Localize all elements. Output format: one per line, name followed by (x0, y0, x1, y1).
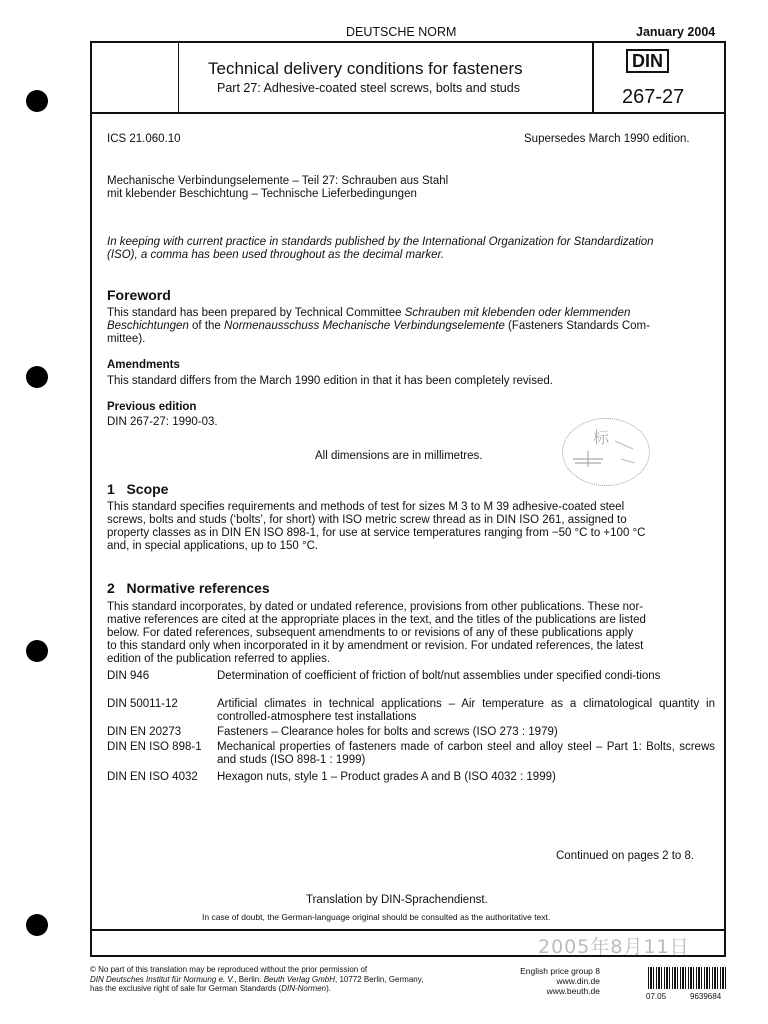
amendments-text: This standard differs from the March 1990 edition in that it has been completely revised. (107, 375, 553, 387)
amendments-heading: Amendments (107, 359, 180, 371)
copyright-line3c: ). (326, 984, 331, 993)
previous-edition-text: DIN 267-27: 1990-03. (107, 416, 218, 428)
barcode (648, 967, 726, 989)
footer-top-rule (90, 929, 726, 931)
scope-line: This standard specifies requirements and methods of test for sizes M 3 to M 39 adhesive-coated steel (107, 501, 625, 513)
punch-hole-2 (26, 366, 48, 388)
reference-code: DIN EN ISO 898-1 (107, 741, 202, 753)
beuth-name: Beuth Verlag GmbH (263, 974, 335, 984)
normative-line: edition of the publication referred to applies. (107, 653, 331, 665)
din-institute-name: DIN Deutsches Institut für Normung e. V. (90, 974, 235, 984)
document-subtitle: Part 27: Adhesive-coated steel screws, bolts and studs (217, 81, 520, 95)
norm-label: DEUTSCHE NORM (346, 25, 457, 39)
german-title-line-1: Mechanische Verbindungselemente – Teil 27: Schrauben aus Stahl (107, 175, 449, 187)
copyright-line-1: © No part of this translation may be reproduced without the prior permission of (90, 965, 368, 974)
reference-code: DIN 50011-12 (107, 698, 178, 710)
reference-description: Determination of coefficient of friction of bolt/nut assemblies under specified condi-tions (217, 670, 661, 682)
header-left-divider (178, 41, 179, 113)
normative-heading: 2 Normative references (107, 580, 270, 596)
stamp-glyph-icon (563, 419, 649, 485)
ics-code: ICS 21.060.10 (107, 133, 181, 145)
committee-name-1: Schrauben mit klebenden oder klemmenden (404, 307, 631, 319)
issue-date: January 2004 (636, 25, 716, 39)
decimal-note-line-2: (ISO), a comma has been used throughout as the decimal marker. (107, 249, 445, 261)
reference-description: Artificial climates in technical applications – Air temperature as a climatological quantity in controlled-atmosphere test installations (217, 698, 715, 723)
scope-heading: 1 Scope (107, 481, 169, 497)
translation-credit: Translation by DIN-Sprachendienst. (306, 894, 488, 906)
header-bottom-rule (90, 112, 726, 114)
foreword-line2d: (Fasteners Standards Com- (504, 320, 650, 332)
doubt-note: In case of doubt, the German-language original should be consulted as the authoritative text. (202, 912, 551, 922)
scope-text (107, 501, 717, 553)
reference-description: Mechanical properties of fasteners made of carbon steel and alloy steel – Part 1: Bolts, screws and studs (ISO 898-1 : 1999) (217, 741, 715, 766)
copyright-line2b: , Berlin. (234, 974, 264, 984)
beuth-url: www.beuth.de (546, 986, 600, 996)
header-right-divider (592, 41, 594, 113)
normative-line: This standard incorporates, by dated or undated reference, provisions from other publications. These nor- (107, 601, 644, 613)
normative-line: to this standard only when incorporated in it by amendment or revision. For undated references, the latest (107, 640, 644, 652)
reference-code: DIN EN ISO 4032 (107, 771, 198, 783)
normative-line: mative references are cited at the appropriate places in the text, and the titles of the publications are listed (107, 614, 646, 626)
german-title-line-2: mit klebender Beschichtung – Technische Lieferbedingungen (107, 188, 417, 200)
din-normen: DIN-Normen (281, 984, 327, 993)
reference-code: DIN 946 (107, 670, 150, 682)
foreword-line3: mittee). (107, 333, 146, 345)
doc-number: 267-27 (622, 86, 685, 108)
scope-line: screws, bolts and studs (‘bolts’, for short) with ISO metric screw thread as in DIN ISO 261, assigned to (107, 514, 627, 526)
din-url: www.din.de (556, 976, 600, 986)
din-logo: DIN (626, 49, 669, 73)
copyright-notice (90, 965, 510, 994)
receipt-date-stamp: 2005年8月11日 (538, 936, 690, 958)
reference-code: DIN EN 20273 (107, 726, 182, 738)
scope-line: property classes as in DIN EN ISO 898-1, for use at service temperatures ranging from −50 °C to +100 °C (107, 527, 646, 539)
scope-line: and, in special applications, up to 150 °C. (107, 540, 319, 552)
barcode-date: 07.05 (646, 992, 667, 1001)
supersedes-note: Supersedes March 1990 edition. (524, 133, 690, 145)
dimensions-note: All dimensions are in millimetres. (315, 450, 483, 462)
foreword-line1a: This standard has been prepared by Technical Committee (107, 307, 405, 319)
punch-hole-4 (26, 914, 48, 936)
previous-edition-heading: Previous edition (107, 401, 197, 413)
foreword-heading: Foreword (107, 287, 171, 303)
reference-description: Hexagon nuts, style 1 – Product grades A and B (ISO 4032 : 1999) (217, 771, 556, 783)
svg-text:标: 标 (593, 428, 610, 447)
copyright-line2d: , 10772 Berlin, Germany, (335, 974, 424, 984)
normative-text (107, 601, 717, 666)
price-info (510, 966, 600, 996)
copyright-line3a: has the exclusive right of sale for German Standards ( (90, 984, 282, 993)
reference-description: Fasteners – Clearance holes for bolts and screws (ISO 273 : 1979) (217, 726, 558, 738)
continued-note: Continued on pages 2 to 8. (556, 850, 695, 862)
foreword-line2b: of the (188, 320, 225, 332)
foreword-text (107, 307, 715, 346)
punch-hole-1 (26, 90, 48, 112)
punch-hole-3 (26, 640, 48, 662)
document-title: Technical delivery conditions for fasteners (208, 59, 523, 78)
barcode-number: 9639684 (690, 992, 722, 1001)
committee-name-2: Beschichtungen (107, 320, 189, 332)
decimal-note-line-1: In keeping with current practice in standards published by the International Organization for Standardization (107, 236, 654, 248)
price-group: English price group 8 (520, 966, 600, 976)
library-stamp (562, 418, 650, 486)
standards-committee-name: Normenausschuss Mechanische Verbindungselemente (224, 320, 505, 332)
normative-line: below. For dated references, subsequent amendments to or revisions of any of these publications apply (107, 627, 634, 639)
